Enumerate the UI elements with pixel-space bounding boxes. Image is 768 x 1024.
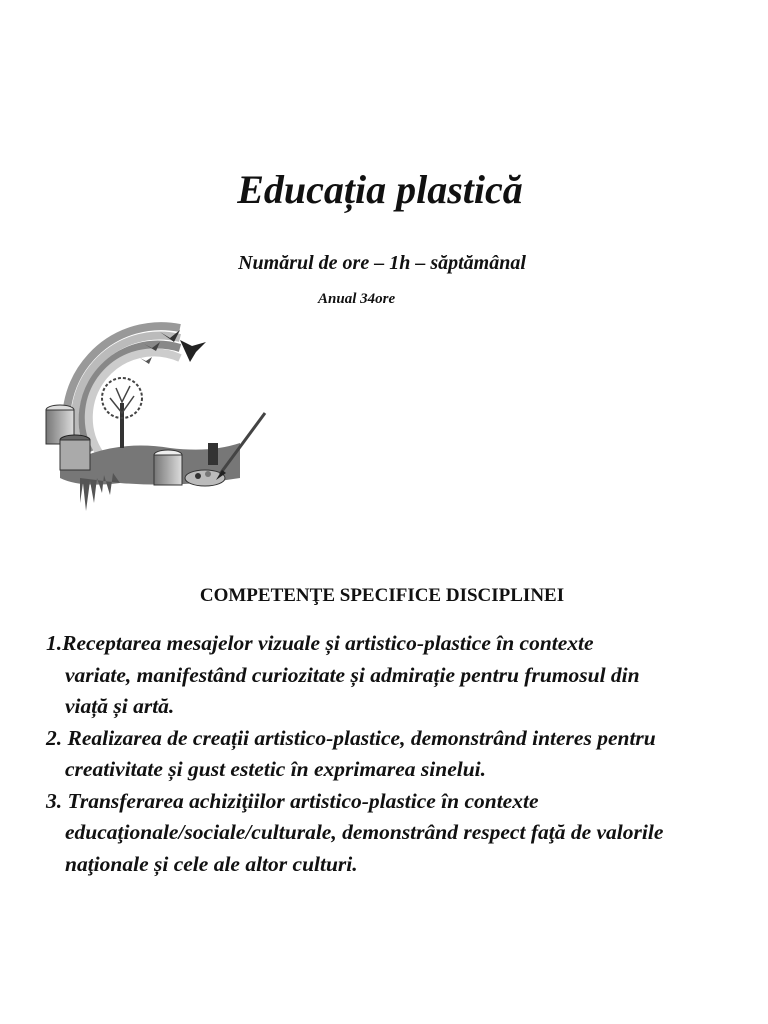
item-number: 1. (46, 631, 63, 655)
item-line: variate, manifestând curiozitate și admirație pentru frumosul din (65, 662, 640, 687)
annual-hours: Anual 34ore (318, 291, 396, 307)
art-illustration-icon (40, 318, 275, 518)
item-number: 2. (46, 725, 63, 750)
item-line: Transferarea achiziţiilor artistico-plastice în contexte (62, 788, 539, 813)
item-line: educaţionale/sociale/culturale, demonstrând respect faţă de valorile (65, 820, 664, 844)
item-line: creativitate și gust estetic în exprimarea sinelui. (65, 757, 487, 781)
item-line: viață și artă. (65, 694, 175, 718)
item-line: Receptarea mesajelor vizuale și artistico-plastice în contexte (62, 631, 594, 655)
list-item (46, 628, 746, 723)
item-number: 3. (46, 788, 63, 813)
list-item (46, 723, 746, 786)
section-heading: COMPETENŢE SPECIFICE DISCIPLINEI (199, 585, 565, 606)
list-item (46, 786, 746, 881)
item-line: Realizarea de creații artistico-plastice, demonstrând interes pentru (62, 725, 656, 750)
page-title: Educația plastică (237, 167, 523, 212)
competences-list (46, 628, 746, 880)
item-line: naţionale și cele ale altor culturi. (65, 851, 358, 876)
hours-subtitle: Numărul de ore – 1h – săptămânal (238, 252, 526, 274)
